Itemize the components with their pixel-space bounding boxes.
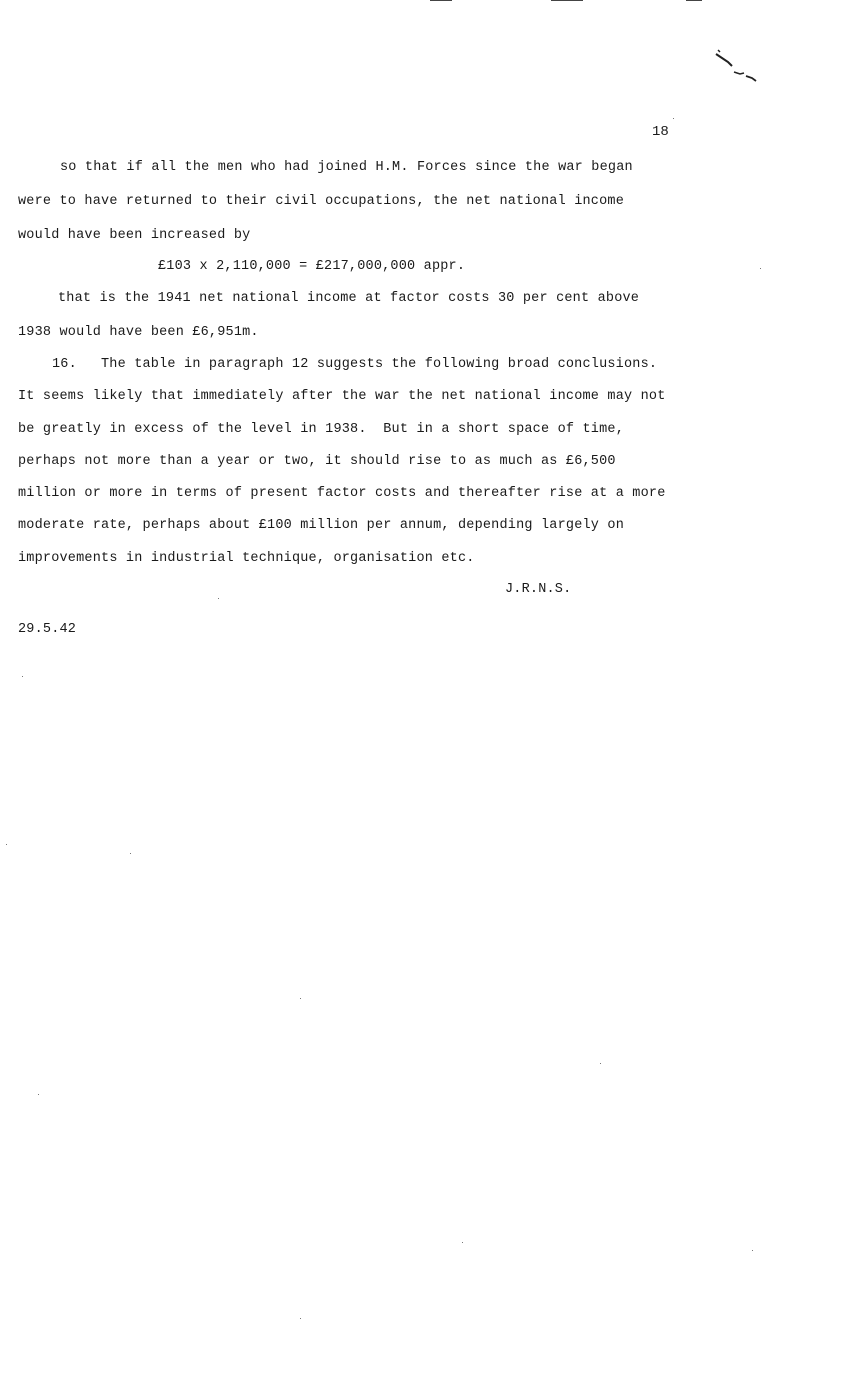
scan-speck [760, 268, 761, 269]
scan-speck [300, 998, 301, 999]
scan-edge-mark [686, 0, 702, 1]
paragraph-line: that is the 1941 net national income at factor costs 30 per cent above [58, 291, 640, 306]
paragraph-line: perhaps not more than a year or two, it should rise to as much as £6,500 [18, 454, 616, 469]
paragraph-line: were to have returned to their civil occupations, the net national income [18, 194, 624, 209]
paragraph-line: The table in paragraph 12 suggests the following broad conclusions. [101, 357, 658, 372]
scan-speck [130, 853, 131, 854]
scan-speck [300, 1318, 301, 1319]
paragraph-line: It seems likely that immediately after the war the net national income may not [18, 389, 666, 404]
paragraph-line: so that if all the men who had joined H.M. Forces since the war began [60, 160, 633, 175]
scan-speck [6, 844, 7, 845]
paragraph-line: 1938 would have been £6,951m. [18, 325, 259, 340]
page-number: 18 [652, 124, 669, 140]
date: 29.5.42 [18, 622, 77, 637]
scan-speck [600, 1063, 601, 1064]
paragraph-line: would have been increased by [18, 228, 251, 243]
paragraph-line: improvements in industrial technique, organisation etc. [18, 551, 475, 566]
signature: J.R.N.S. [505, 582, 572, 597]
scan-speck [218, 598, 219, 599]
paragraph-line: moderate rate, perhaps about £100 million per annum, depending largely on [18, 518, 624, 533]
paragraph-number: 16. [52, 357, 77, 372]
scan-speck [22, 676, 23, 677]
scan-speck [752, 1250, 753, 1251]
paragraph-line: be greatly in excess of the level in 1938. But in a short space of time, [18, 422, 624, 437]
equation: £103 x 2,110,000 = £217,000,000 appr. [158, 259, 466, 274]
handwritten-mark [712, 48, 762, 86]
scan-speck [462, 1242, 463, 1243]
scan-speck [38, 1094, 39, 1095]
paragraph-line: million or more in terms of present factor costs and thereafter rise at a more [18, 486, 666, 501]
scan-edge-mark [430, 0, 452, 1]
scan-edge-mark [551, 0, 583, 1]
scan-speck [673, 118, 674, 119]
